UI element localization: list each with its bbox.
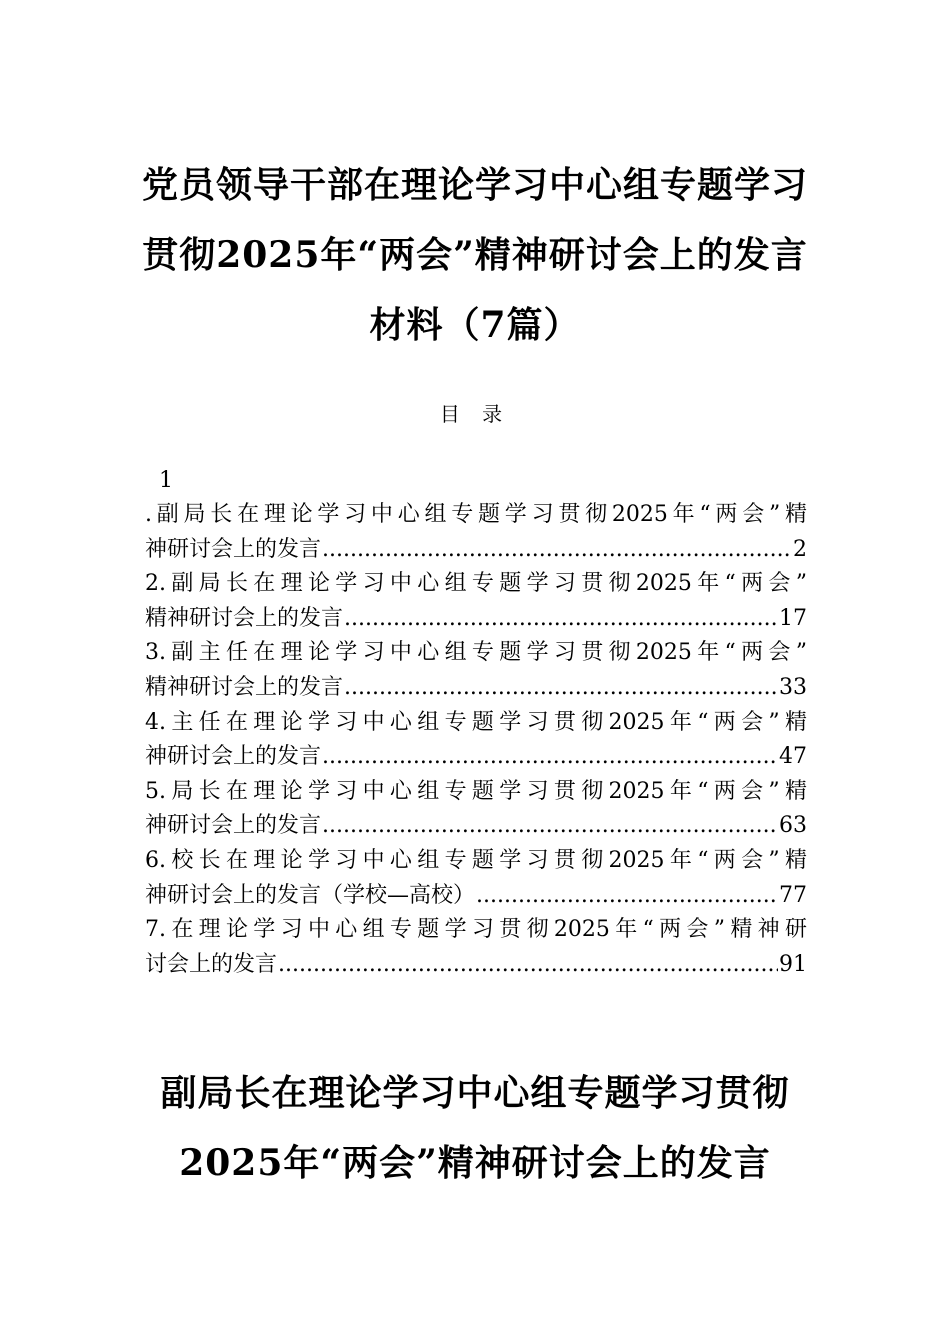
section-title-line-2: 2025年“两会”精神研讨会上的发言 [179,1142,771,1184]
toc-entry-5[interactable] [145,775,807,844]
toc-entry-text: 3.副主任在理论学习中心组专题学习贯彻2025年“两会” [145,640,807,666]
document-title-line-3: 材料（7篇） [369,304,581,346]
toc-page-number: 47 [779,744,807,770]
dot-leader [278,948,778,983]
dot-leader [476,879,778,914]
toc-entry-3[interactable] [145,636,807,705]
toc-entry-1[interactable] [145,498,807,567]
section-title-line-1: 副局长在理论学习中心组专题学习贯彻 [160,1072,790,1114]
document-title-line-1: 党员领导干部在理论学习中心组专题学习 [141,164,808,206]
toc-heading: 目 录 [439,402,511,426]
toc-entry-text-cont: 神研讨会上的发言 [145,536,322,562]
toc-entry-text: 2.副局长在理论学习中心组专题学习贯彻2025年“两会” [145,571,807,597]
toc-entry-text-cont: 讨会上的发言 [145,951,278,977]
dot-leader [322,533,792,568]
toc-entry-4[interactable] [145,706,807,775]
toc-entry-text-cont: 神研讨会上的发言 [145,744,322,770]
toc-page-number: 2 [793,536,807,562]
toc-entry-2[interactable] [145,567,807,636]
toc-page-number: 77 [779,882,807,908]
toc-page-number: 33 [779,674,807,700]
table-of-contents [145,464,807,982]
toc-entry-text: 4.主任在理论学习中心组专题学习贯彻2025年“两会”精 [145,709,807,735]
toc-entry-number: 1 [159,468,173,493]
toc-entry-text-cont: 精神研讨会上的发言 [145,674,344,700]
dot-leader [322,740,778,775]
toc-entry-6[interactable] [145,844,807,913]
dot-leader [344,671,778,706]
toc-entry-text-cont: 精神研讨会上的发言 [145,605,344,631]
toc-entry-text-cont: 神研讨会上的发言 [145,813,322,839]
toc-entry-text-cont: 神研讨会上的发言（学校—高校） [145,882,476,908]
dot-leader [322,809,778,844]
toc-entry-7[interactable] [145,913,807,982]
document-title [0,150,950,360]
toc-entry-text: 6.校长在理论学习中心组专题学习贯彻2025年“两会”精 [145,847,807,873]
dot-leader [344,602,778,637]
toc-page-number: 17 [779,605,807,631]
section-title [0,1058,950,1198]
toc-page-number: 63 [779,813,807,839]
toc-page-number: 91 [779,951,807,977]
toc-entry-text: .副局长在理论学习中心组专题学习贯彻2025年“两会”精 [145,502,807,527]
toc-entry-text: 7.在理论学习中心组专题学习贯彻2025年“两会”精神研 [145,917,807,943]
document-title-line-2: 贯彻2025年“两会”精神研讨会上的发言 [142,234,808,276]
toc-entry-text: 5.局长在理论学习中心组专题学习贯彻2025年“两会”精 [145,778,807,804]
